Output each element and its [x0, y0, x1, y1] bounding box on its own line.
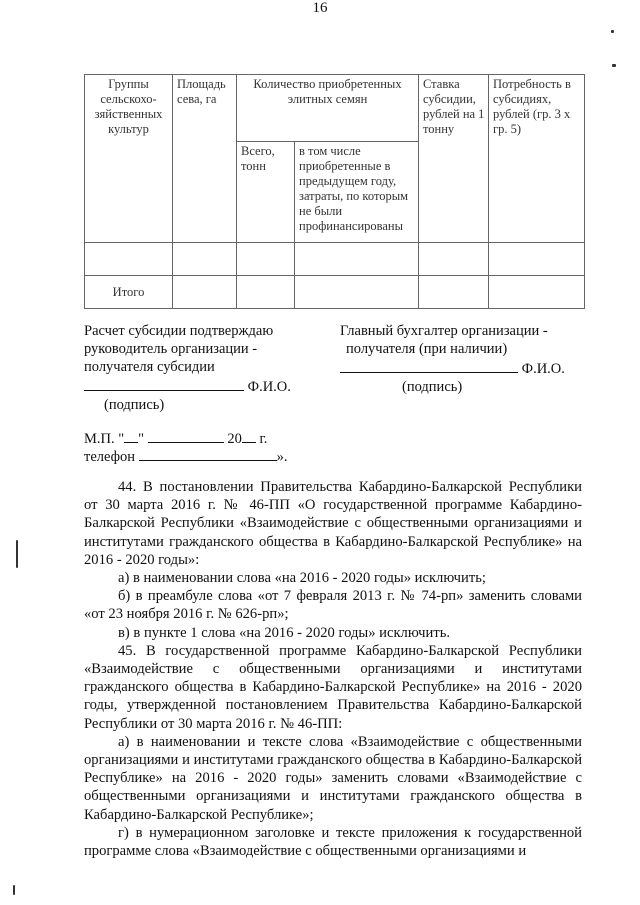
stamp-date-row: М.П. " " 20 г.: [84, 428, 267, 448]
accountant-line-1: Главный бухгалтер организации -: [340, 323, 548, 339]
header-crop-groups: Группы сельскохо-зяйственных культур: [85, 75, 173, 243]
header-subsidy-rate: Ставка субсидии, рублей на 1 тонну: [419, 75, 489, 243]
scan-speck: [611, 30, 614, 33]
head-line-2: руководитель организации -: [84, 341, 258, 357]
scan-speck: [13, 885, 15, 895]
paragraph-44a: а) в наименовании слова «на 2016 - 2020 годы» исключить;: [118, 570, 486, 587]
subsidy-calculation-table: [84, 74, 585, 309]
scan-speck: [612, 64, 616, 67]
paragraph-44c: в) в пункте 1 слова «на 2016 - 2020 годы» исключить.: [118, 624, 451, 641]
header-sown-area: Площадь сева, га: [173, 75, 237, 243]
fio-label: Ф.И.О.: [247, 379, 291, 395]
signature-line: [340, 358, 518, 373]
header-total-tonnes: Всего, тонн: [237, 142, 295, 243]
phone-blank: [139, 446, 277, 461]
table-row-total: [85, 276, 585, 309]
body-text: [84, 478, 582, 860]
accountant-fio-row: [340, 358, 590, 378]
day-blank: [124, 428, 138, 443]
header-elite-seeds: Количество приобретенных элитных семян: [237, 75, 419, 142]
table-row: [85, 243, 585, 276]
page-number: 16: [312, 0, 328, 16]
head-line-1: Расчет субсидии подтверждаю: [84, 323, 274, 339]
signature-block-accountant: [340, 322, 590, 396]
paragraph-45a: а) в наименовании и тексте слова «Взаимодействие с общественными организациями и институтами гражданского общества в Кабардино-Балкарской Республике» на 2016 - 2020 годы» заменить словами «Взаимодействие с общественными организациями и институтами гражданского общества в Кабардино-Балкарской Республике»;: [84, 733, 582, 823]
sign-label: (подпись): [104, 397, 165, 413]
header-subsidy-need: Потребность в субсидиях, рублей (гр. 3 х гр. 5): [489, 75, 585, 243]
paragraph-45: 45. В государственной программе Кабардино-Балкарской Республики «Взаимодействие с общественными организациями и институтами гражданского общества в Кабардино-Балкарской Республике» на 2016 - 2020 годы, утвержденной постановлением Правительства Кабардино-Балкарской Республики от 30 марта 2016 г. № 46-ПП:: [84, 642, 582, 732]
total-label: Итого: [85, 276, 173, 309]
year-blank: [242, 428, 256, 443]
head-fio-row: [84, 376, 344, 396]
month-blank: [148, 428, 224, 443]
paragraph-44b: б) в преамбуле слова «от 7 февраля 2013 г. № 74-рп» заменить словами «от 23 ноября 2016 г. № 626-рп»;: [84, 588, 582, 623]
accountant-line-2: получателя (при наличии): [346, 341, 508, 357]
paragraph-45g: г) в нумерационном заголовке и тексте приложения к государственной программе слова «Взаимодействие с общественными организациями и: [84, 824, 582, 860]
phone-row: телефон ».: [84, 446, 288, 466]
paragraph-44: 44. В постановлении Правительства Кабардино-Балкарской Республики от 30 марта 2016 г. № 46-ПП «О государственной программе Кабардино-Балкарской Республики «Взаимодействие с общественными организациями и институтами гражданского общества в Кабардино-Балкарской Республике» на 2016 - 2020 годы»:: [84, 479, 582, 568]
header-previous-year: в том числе приобретенные в предыдущем году, затраты, по которым не были профинансированы: [295, 142, 419, 243]
signature-line: [84, 376, 244, 391]
sign-label: (подпись): [402, 379, 463, 395]
fio-label: Ф.И.О.: [521, 361, 565, 377]
signature-block-head: [84, 322, 344, 414]
scan-speck: [16, 540, 18, 568]
head-line-3: получателя субсидии: [84, 359, 215, 375]
